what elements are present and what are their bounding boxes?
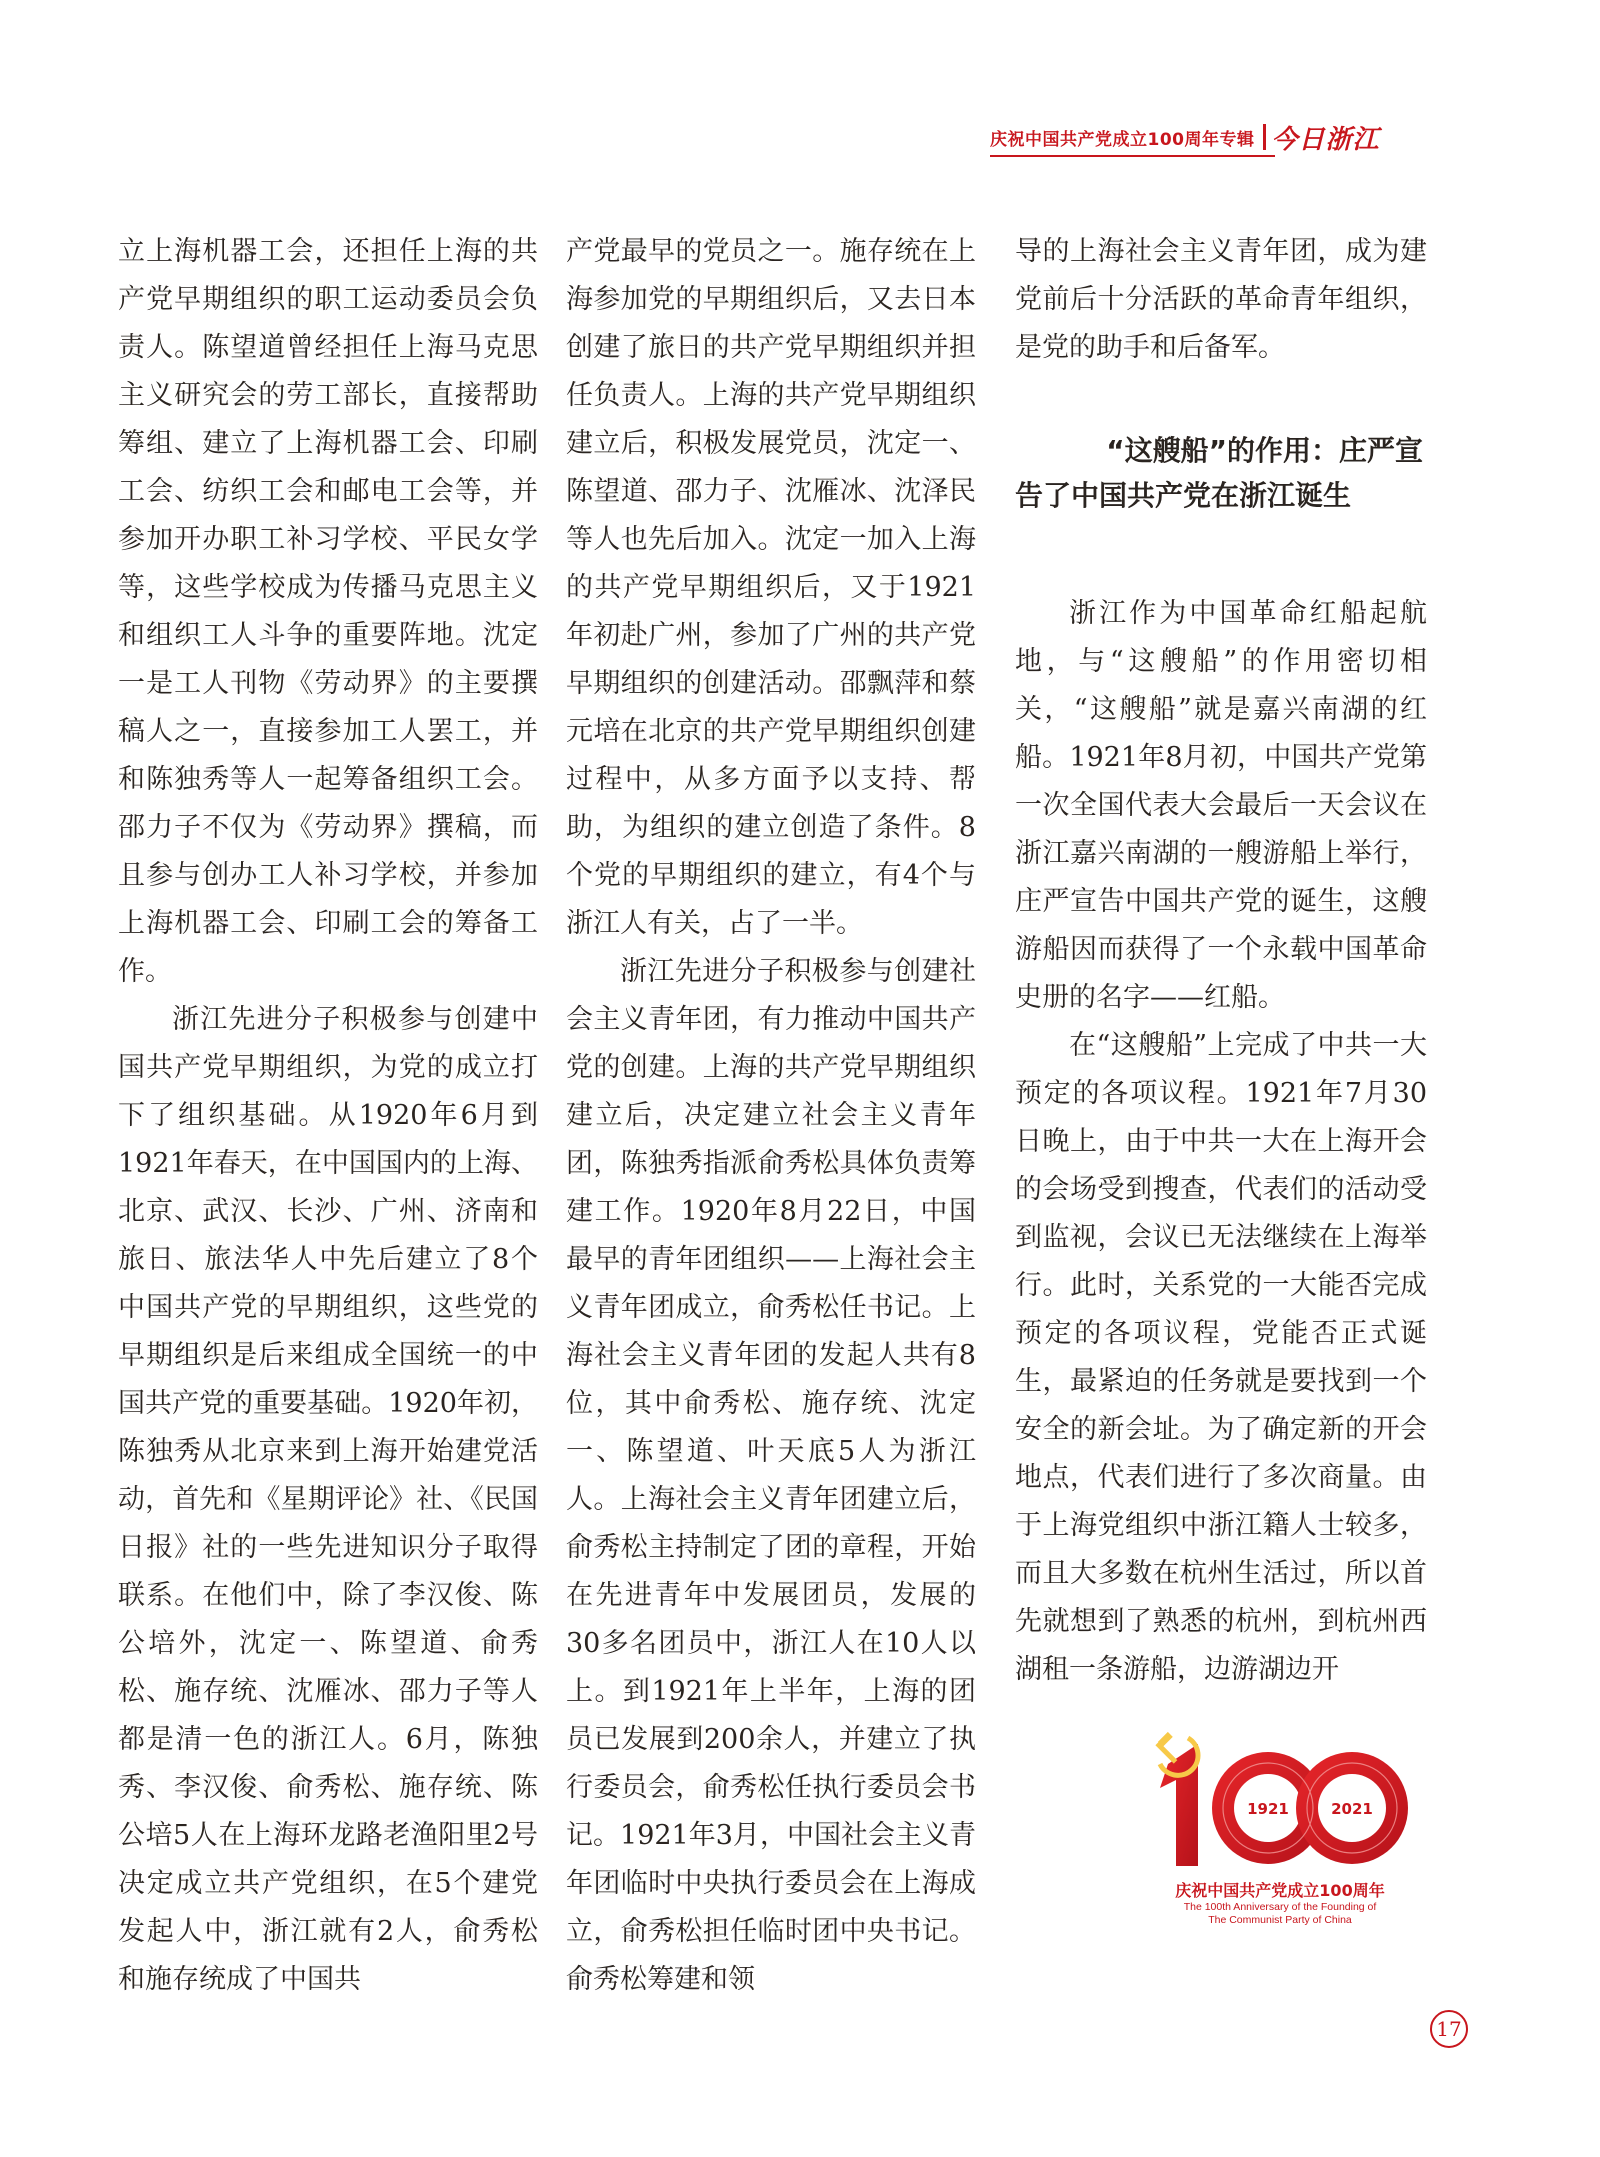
paragraph: 立上海机器工会，还担任上海的共产党早期组织的职工运动委员会负责人。陈望道曾经担任上海马克思主义研究会的劳工部长，直接帮助筹组、建立了上海机器工会、印刷工会、纺织工会和邮电工会等，并参加开办职工补习学校、平民女学等，这些学校成为传播马克思主义和组织工人斗争的重要阵地。沈定一是工人刊物《劳动界》的主要撰稿人之一，直接参加工人罢工，并和陈独秀等人一起筹备组织工会。邵力子不仅为《劳动界》撰稿，而且参与创办工人补习学校，并参加上海机器工会、印刷工会的筹备工作。: [118, 236, 538, 987]
paragraph: 在“这艘船”上完成了中共一大预定的各项议程。1921年7月30日晚上，由于中共一大在上海开会的会场受到搜查，代表们的活动受到监视，会议已无法继续在上海举行。此时，关系党的一大能否完成预定的各项议程，党能否正式诞生，最紧迫的任务就是要找到一个安全的新会址。为了确定新的开会地点，代表们进行了多次商量。由于上海党组织中浙江籍人士较多，而且大多数在杭州生活过，所以首先就想到了熟悉的杭州，到杭州西湖租一条游船，边游湖边开: [1015, 1030, 1427, 1685]
digit-one-shape: [1160, 1744, 1198, 1866]
text-column-3: [1015, 228, 1427, 1694]
centenary-logo-graphic: [1140, 1720, 1420, 1880]
text-column-1: [118, 228, 538, 2004]
subheading-line-1: “这艘船”的作用：庄严宣: [1106, 434, 1423, 467]
page-number: 17: [1430, 2010, 1468, 2048]
paragraph: 浙江先进分子积极参与创建社会主义青年团，有力推动中国共产党的创建。上海的共产党早期组织建立后，决定建立社会主义青年团，陈独秀指派俞秀松具体负责筹建工作。1920年8月22日，中国最早的青年团组织——上海社会主义青年团成立，俞秀松任书记。上海社会主义青年团的发起人共有8位，其中俞秀松、施存统、沈定一、陈望道、叶天底5人为浙江人。上海社会主义青年团建立后，俞秀松主持制定了团的章程，开始在先进青年中发展团员，发展的30多名团员中，浙江人在10人以上。到1921年上半年，上海的团员已发展到200余人，并建立了执行委员会，俞秀松任执行委员会书记。1921年3月，中国社会主义青年团临时中央执行委员会在上海成立，俞秀松担任临时团中央书记。俞秀松筹建和领: [566, 956, 976, 1995]
emblem-title-en-1: The 100th Anniversary of the Founding of: [1183, 1901, 1377, 1913]
year-1921: 1921: [1247, 1800, 1289, 1818]
page-header: [990, 122, 1380, 155]
text-column-2: [566, 228, 976, 2004]
year-2021: 2021: [1331, 1800, 1373, 1818]
emblem-title-cn: 庆祝中国共产党成立100周年: [1175, 1881, 1385, 1900]
section-subheading: [1015, 428, 1427, 518]
paragraph: 导的上海社会主义青年团，成为建党前后十分活跃的革命青年组织，是党的助手和后备军。: [1015, 236, 1427, 363]
paragraph: 浙江作为中国革命红船起航地，与“这艘船”的作用密切相关，“这艘船”就是嘉兴南湖的红船。1921年8月初，中国共产党第一次全国代表大会最后一天会议在浙江嘉兴南湖的一艘游船上举行，庄严宣告中国共产党的诞生，这艘游船因而获得了一个永载中国革命史册的名字——红船。: [1015, 598, 1427, 1013]
subheading-line-2: 告了中国共产党在浙江诞生: [1015, 479, 1352, 512]
header-title: 庆祝中国共产党成立100周年专辑: [990, 129, 1255, 150]
header-rule: [990, 155, 1275, 157]
header-divider: [1263, 124, 1266, 150]
centenary-emblem: [1140, 1720, 1420, 1926]
emblem-title-en-2: The Communist Party of China: [1208, 1914, 1352, 1926]
paragraph: 产党最早的党员之一。施存统在上海参加党的早期组织后，又去日本创建了旅日的共产党早期组织并担任负责人。上海的共产党早期组织建立后，积极发展党员，沈定一、陈望道、邵力子、沈雁冰、沈泽民等人也先后加入。沈定一加入上海的共产党早期组织后，又于1921年初赴广州，参加了广州的共产党早期组织的创建活动。邵飘萍和蔡元培在北京的共产党早期组织创建过程中，从多方面予以支持、帮助，为组织的建立创造了条件。8个党的早期组织的建立，有4个与浙江人有关，占了一半。: [566, 236, 976, 939]
paragraph: 浙江先进分子积极参与创建中国共产党早期组织，为党的成立打下了组织基础。从1920年6月到1921年春天，在中国国内的上海、北京、武汉、长沙、广州、济南和旅日、旅法华人中先后建立了8个中国共产党的早期组织，这些党的早期组织是后来组成全国统一的中国共产党的重要基础。1920年初，陈独秀从北京来到上海开始建党活动，首先和《星期评论》社、《民国日报》社的一些先进知识分子取得联系。在他们中，除了李汉俊、陈公培外，沈定一、陈望道、俞秀松、施存统、沈雁冰、邵力子等人都是清一色的浙江人。6月，陈独秀、李汉俊、俞秀松、施存统、陈公培5人在上海环龙路老渔阳里2号决定成立共产党组织，在5个建党发起人中，浙江就有2人，俞秀松和施存统成了中国共: [118, 1004, 538, 1995]
magazine-logo: 今日浙江: [1271, 124, 1380, 155]
